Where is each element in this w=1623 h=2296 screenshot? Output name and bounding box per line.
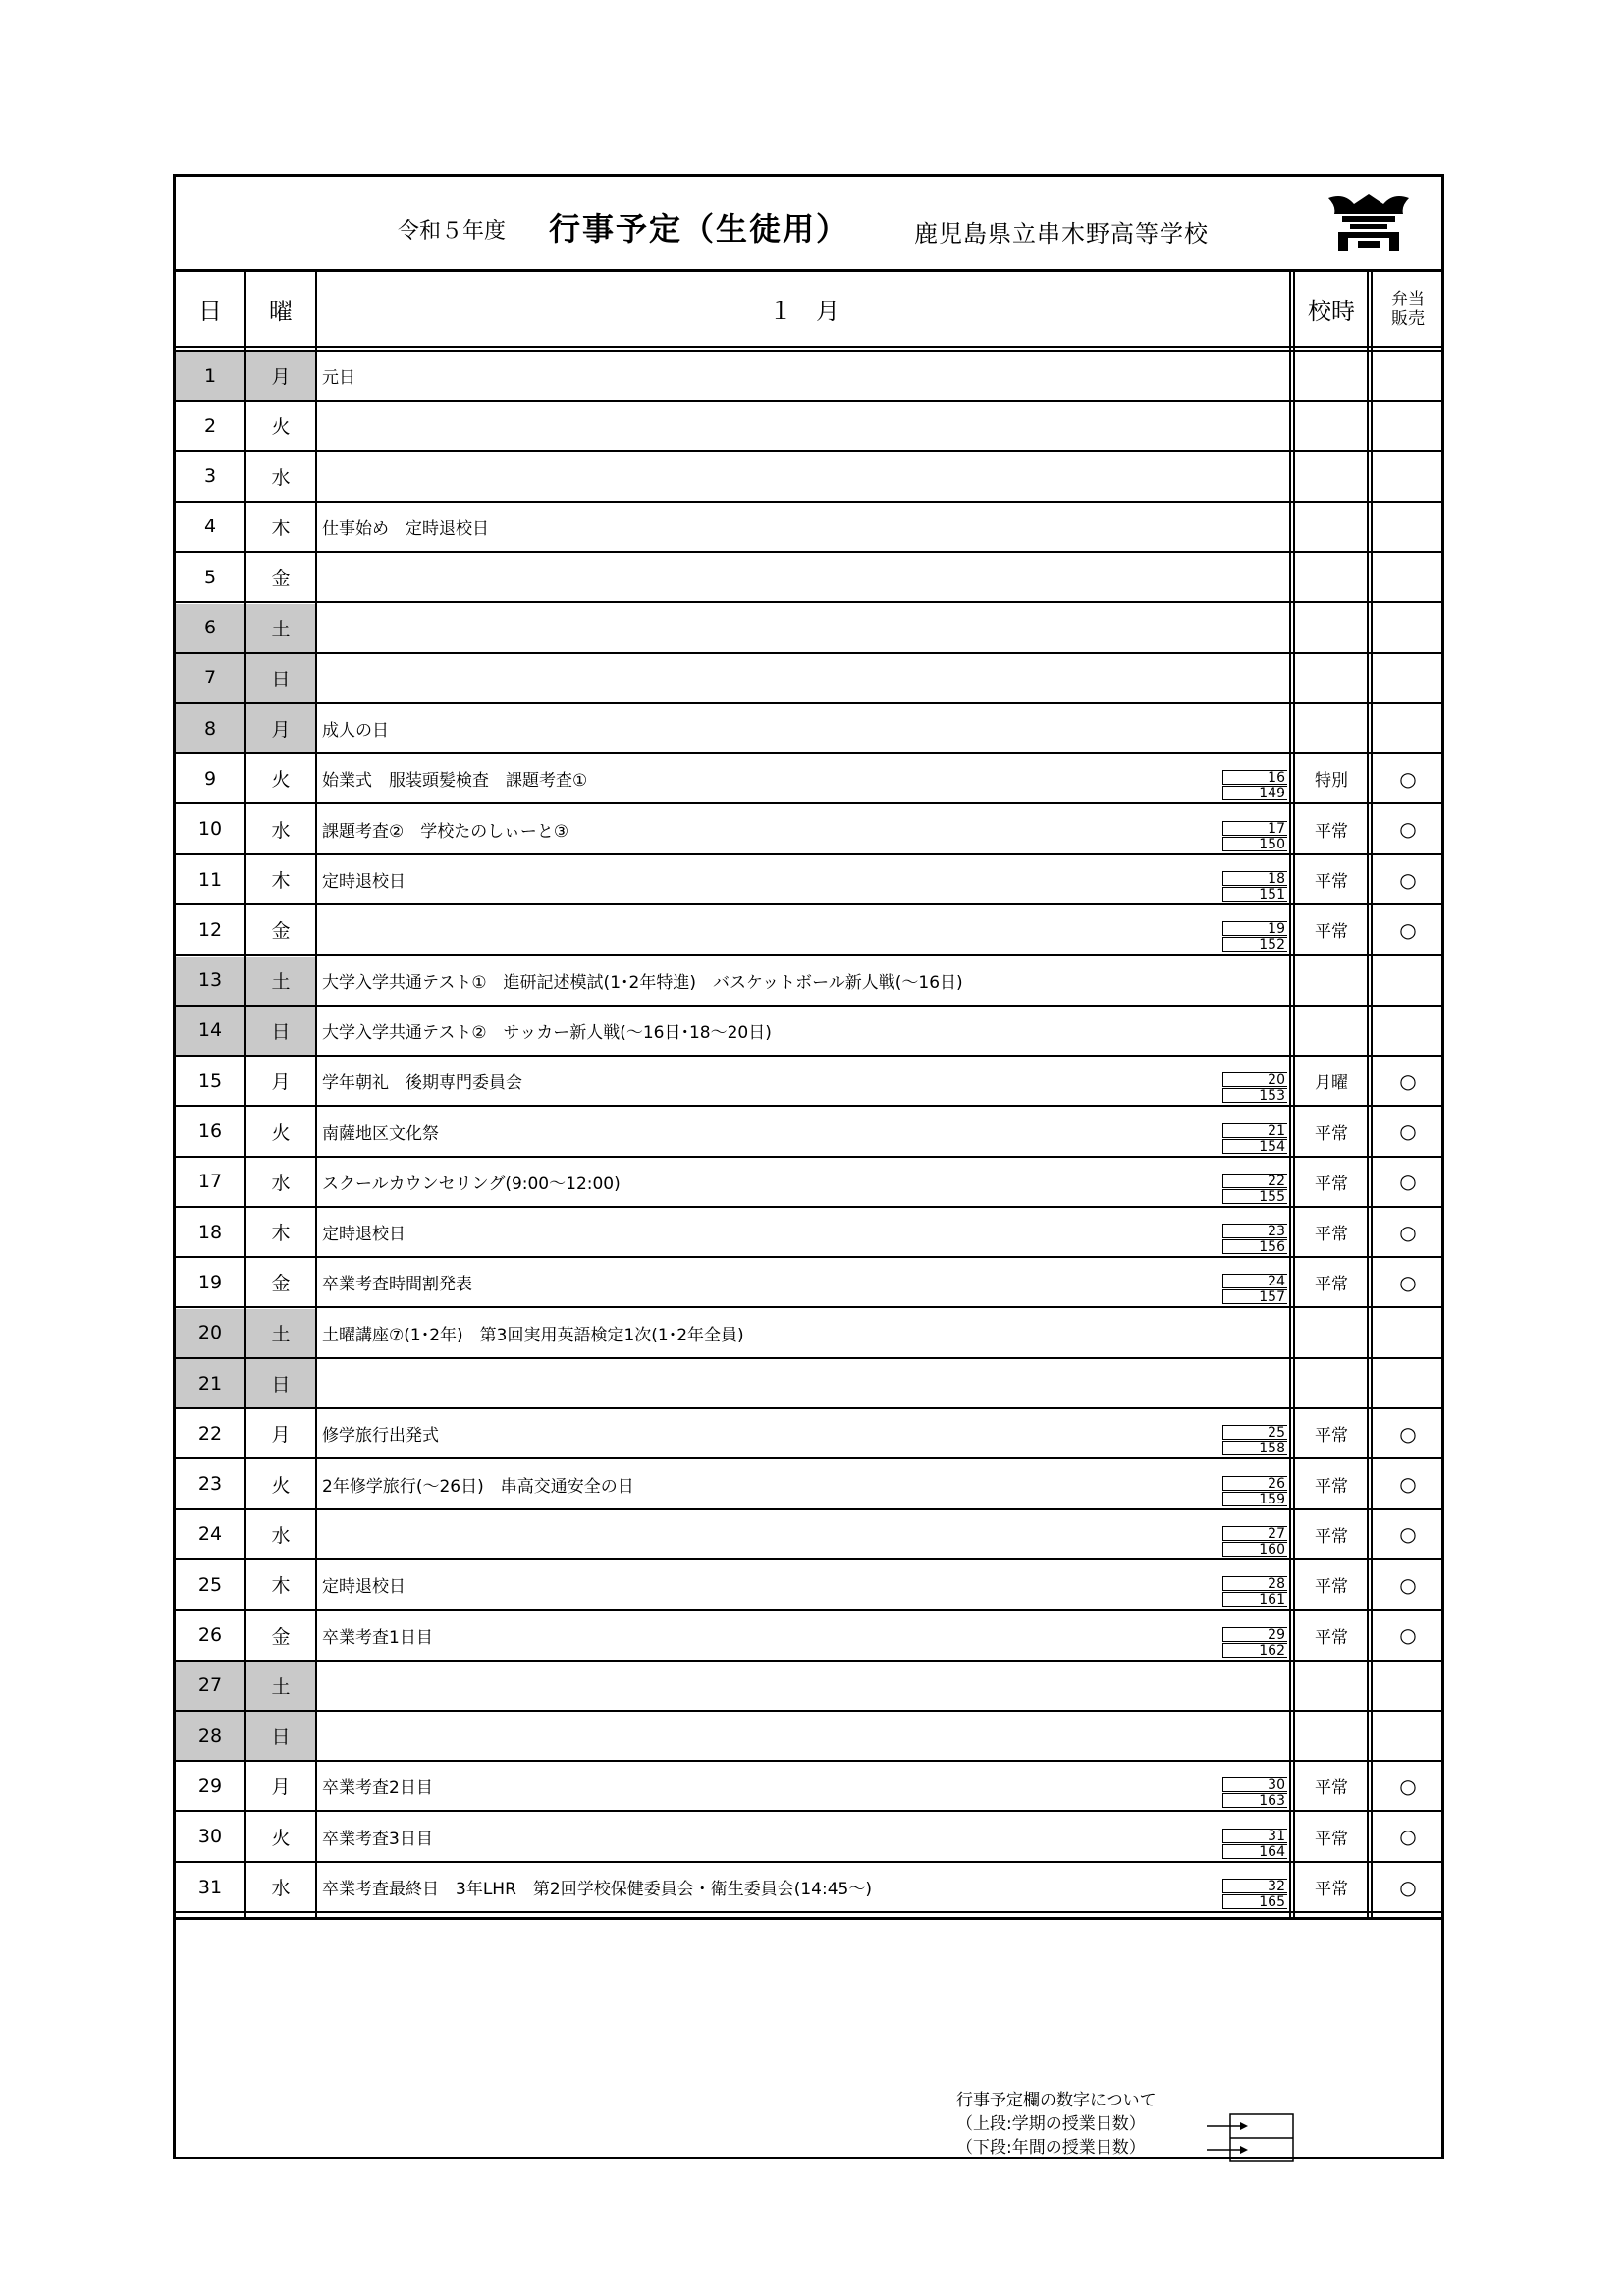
year-day-count: 162 — [1222, 1643, 1287, 1658]
row-dow: 日 — [246, 654, 315, 702]
row-bento — [1372, 1359, 1444, 1407]
row-bento — [1372, 654, 1444, 702]
year-day-count: 163 — [1222, 1793, 1287, 1808]
table-row — [176, 1863, 1441, 1913]
row-event: 卒業考査3日目 — [322, 1829, 433, 1849]
row-kouji: 月曜 — [1315, 1073, 1348, 1094]
class-day-count — [1222, 1224, 1287, 1255]
row-event: 大学入学共通テスト① 進研記述模試(1･2年特進) バスケットボール新人戦(～16日) — [322, 972, 963, 993]
count-legend — [956, 2089, 1157, 2159]
legend-arrow-box-icon — [1207, 2113, 1295, 2162]
legend-title: 行事予定欄の数字について — [956, 2091, 1157, 2110]
table-row — [176, 1309, 1441, 1359]
row-event: 卒業考査時間割発表 — [322, 1275, 472, 1295]
row-bento: ○ — [1399, 766, 1417, 791]
class-day-count — [1222, 1627, 1287, 1659]
row-dow: 水 — [271, 466, 291, 489]
table-row — [176, 1158, 1441, 1208]
col-dow: 曜 — [269, 298, 293, 325]
fiscal-year: 令和５年度 — [398, 219, 507, 244]
table-row — [176, 1108, 1441, 1158]
col-bento-line2: 販売 — [1391, 308, 1425, 329]
row-event — [318, 553, 322, 601]
row-dow: 火 — [271, 769, 291, 792]
row-event: 卒業考査最終日 3年LHR 第2回学校保健委員会・衛生委員会(14:45～) — [322, 1880, 872, 1899]
year-day-count: 159 — [1222, 1492, 1287, 1506]
row-event: 始業式 服装頭髪検査 課題考査① — [322, 771, 588, 792]
row-dow: 水 — [271, 1878, 291, 1899]
row-bento: ○ — [1399, 1522, 1417, 1547]
year-day-count: 157 — [1222, 1289, 1287, 1304]
row-event — [318, 604, 322, 652]
class-day-count — [1222, 921, 1287, 953]
row-kouji — [1296, 352, 1367, 400]
row-bento: ○ — [1399, 1572, 1417, 1597]
row-bento — [1372, 1662, 1444, 1710]
term-day-count: 21 — [1222, 1123, 1287, 1138]
row-kouji — [1296, 553, 1367, 601]
sheet-header — [176, 177, 1441, 272]
row-event: 課題考査② 学校たのしぃーと③ — [322, 821, 569, 842]
row-bento: ○ — [1399, 817, 1417, 842]
row-kouji — [1296, 654, 1367, 702]
year-day-count: 158 — [1222, 1441, 1287, 1455]
schedule-sheet — [173, 174, 1444, 2159]
legend-upper: （上段:学期の授業日数） — [956, 2114, 1146, 2134]
row-kouji — [1296, 957, 1367, 1005]
row-kouji — [1296, 1007, 1367, 1055]
row-day: 17 — [197, 1171, 223, 1193]
year-day-count: 152 — [1222, 937, 1287, 952]
row-bento — [1372, 1309, 1444, 1357]
table-row — [176, 1057, 1441, 1107]
row-dow: 木 — [271, 1575, 291, 1598]
year-day-count: 150 — [1222, 837, 1287, 851]
row-dow: 月 — [271, 1424, 291, 1447]
row-kouji — [1296, 604, 1367, 652]
row-dow: 月 — [246, 704, 315, 752]
col-day: 日 — [198, 298, 222, 325]
row-dow: 水 — [271, 1524, 291, 1547]
term-day-count: 16 — [1222, 770, 1287, 785]
row-dow: 木 — [271, 870, 291, 892]
row-kouji — [1296, 1309, 1367, 1357]
row-bento: ○ — [1399, 867, 1417, 892]
row-event — [318, 402, 322, 450]
row-day: 11 — [197, 868, 223, 891]
row-dow: 土 — [246, 957, 315, 1005]
row-event: 卒業考査1日目 — [322, 1627, 433, 1648]
row-event: 学年朝礼 後期専門委員会 — [322, 1073, 522, 1094]
row-bento — [1372, 1007, 1444, 1055]
row-day: 30 — [197, 1826, 223, 1848]
row-event — [318, 905, 322, 954]
divider — [176, 346, 1441, 348]
row-event: 大学入学共通テスト② サッカー新人戦(～16日･18～20日) — [322, 1022, 772, 1043]
row-kouji — [1296, 453, 1367, 501]
row-event: 元日 — [322, 368, 355, 388]
page-title: 行事予定（生徒用） — [549, 210, 850, 247]
row-event: 南薩地区文化祭 — [322, 1123, 439, 1144]
row-dow: 月 — [271, 1777, 291, 1799]
term-day-count: 28 — [1222, 1576, 1287, 1591]
row-bento: ○ — [1399, 1825, 1417, 1849]
table-row — [176, 1813, 1441, 1863]
row-bento: ○ — [1399, 1170, 1417, 1194]
class-day-count — [1222, 871, 1287, 902]
year-day-count: 151 — [1222, 887, 1287, 902]
class-day-count — [1222, 1123, 1287, 1155]
row-event: 定時退校日 — [322, 1577, 406, 1598]
term-day-count: 23 — [1222, 1224, 1287, 1238]
row-event: 2年修学旅行(～26日) 串高交通安全の日 — [322, 1476, 634, 1497]
table-row — [176, 704, 1441, 754]
row-dow: 木 — [271, 517, 291, 539]
class-day-count — [1222, 770, 1287, 801]
row-event — [318, 654, 322, 702]
term-day-count: 32 — [1222, 1879, 1287, 1893]
year-day-count: 165 — [1222, 1894, 1287, 1909]
row-dow: 月 — [271, 1071, 291, 1094]
row-bento: ○ — [1399, 1270, 1417, 1294]
row-dow: 火 — [271, 1121, 291, 1144]
table-row — [176, 654, 1441, 704]
row-event — [318, 453, 322, 501]
row-day: 16 — [197, 1121, 223, 1142]
row-day: 25 — [197, 1573, 223, 1596]
row-kouji: 平常 — [1315, 1275, 1348, 1295]
year-day-count: 156 — [1222, 1239, 1287, 1254]
row-event: 修学旅行出発式 — [322, 1426, 439, 1447]
row-day: 8 — [176, 704, 244, 752]
row-bento: ○ — [1399, 1421, 1417, 1446]
table-row — [176, 553, 1441, 603]
row-kouji — [1296, 503, 1367, 551]
school-name: 鹿児島県立串木野高等学校 — [914, 220, 1209, 247]
row-day: 19 — [197, 1271, 223, 1293]
row-dow: 土 — [246, 1662, 315, 1710]
table-row — [176, 604, 1441, 654]
row-dow: 金 — [271, 1273, 291, 1295]
row-bento — [1372, 957, 1444, 1005]
year-day-count: 149 — [1222, 786, 1287, 800]
row-day: 15 — [197, 1069, 223, 1092]
row-event: 卒業考査2日目 — [322, 1778, 433, 1799]
table-row — [176, 805, 1441, 855]
row-day: 22 — [197, 1422, 223, 1445]
row-kouji: 平常 — [1315, 1426, 1348, 1447]
row-bento: ○ — [1399, 1220, 1417, 1244]
row-bento: ○ — [1399, 917, 1417, 942]
row-event: 仕事始め 定時退校日 — [322, 519, 489, 539]
class-day-count — [1222, 1476, 1287, 1507]
row-event: 成人の日 — [322, 721, 389, 741]
row-dow: 土 — [246, 604, 315, 652]
table-row — [176, 754, 1441, 804]
row-kouji: 平常 — [1315, 1627, 1348, 1648]
term-day-count: 24 — [1222, 1274, 1287, 1288]
legend-lower: （下段:年間の授業日数） — [956, 2138, 1146, 2158]
term-day-count: 17 — [1222, 821, 1287, 836]
year-day-count: 160 — [1222, 1542, 1287, 1557]
divider — [176, 1917, 1441, 1920]
table-row — [176, 1712, 1441, 1762]
col-month: １ 月 — [769, 298, 839, 325]
row-kouji: 平常 — [1315, 1225, 1348, 1245]
row-dow: 水 — [271, 819, 291, 842]
row-bento: ○ — [1399, 1120, 1417, 1143]
row-day: 29 — [197, 1775, 223, 1797]
class-day-count — [1222, 1526, 1287, 1558]
class-day-count — [1222, 1072, 1287, 1104]
row-day: 3 — [203, 465, 217, 488]
class-day-count — [1222, 1879, 1287, 1910]
table-row — [176, 1762, 1441, 1812]
table-row — [176, 1007, 1441, 1057]
term-day-count: 27 — [1222, 1526, 1287, 1541]
year-day-count: 155 — [1222, 1189, 1287, 1204]
row-dow: 日 — [246, 1359, 315, 1407]
row-kouji: 平常 — [1315, 922, 1348, 943]
row-dow: 火 — [271, 416, 291, 439]
term-day-count: 26 — [1222, 1476, 1287, 1491]
table-row — [176, 1359, 1441, 1409]
row-kouji — [1296, 402, 1367, 450]
row-day: 10 — [197, 818, 223, 841]
row-kouji — [1296, 1359, 1367, 1407]
table-row — [176, 1258, 1441, 1308]
row-day: 26 — [197, 1624, 223, 1646]
row-kouji — [1296, 1662, 1367, 1710]
row-event: スクールカウンセリング(9:00～12:00) — [322, 1174, 621, 1194]
table-row — [176, 1460, 1441, 1510]
row-day: 12 — [197, 918, 223, 941]
row-day: 18 — [197, 1221, 223, 1243]
row-event: 土曜講座⑦(1･2年) 第3回実用英語検定1次(1･2年全員) — [322, 1325, 744, 1345]
table-row — [176, 905, 1441, 956]
row-day: 31 — [197, 1876, 223, 1898]
term-day-count: 30 — [1222, 1777, 1287, 1792]
row-dow: 月 — [246, 352, 315, 400]
row-dow: 日 — [246, 1712, 315, 1760]
row-dow: 日 — [246, 1007, 315, 1055]
row-bento — [1372, 604, 1444, 652]
row-dow: 金 — [271, 1625, 291, 1648]
row-day: 5 — [203, 566, 217, 588]
row-kouji: 平常 — [1315, 1778, 1348, 1799]
row-kouji: 平常 — [1315, 821, 1348, 842]
row-day: 24 — [197, 1523, 223, 1546]
row-day: 2 — [203, 414, 217, 437]
table-row — [176, 855, 1441, 905]
row-day: 14 — [176, 1007, 244, 1055]
table-row — [176, 957, 1441, 1007]
table-row — [176, 453, 1441, 503]
term-day-count: 31 — [1222, 1829, 1287, 1843]
row-day: 23 — [197, 1473, 223, 1496]
row-bento: ○ — [1399, 1774, 1417, 1798]
class-day-count — [1222, 1829, 1287, 1860]
col-bento-line1: 弁当 — [1391, 289, 1425, 309]
row-kouji: 平常 — [1315, 1123, 1348, 1144]
table-row — [176, 1409, 1441, 1459]
row-kouji: 平常 — [1315, 1174, 1348, 1194]
row-event: 定時退校日 — [322, 872, 406, 892]
row-bento — [1372, 503, 1444, 551]
class-day-count — [1222, 1425, 1287, 1456]
table-row — [176, 1662, 1441, 1712]
row-bento: ○ — [1399, 1472, 1417, 1497]
column-header — [176, 272, 1441, 352]
class-day-count — [1222, 821, 1287, 852]
term-day-count: 29 — [1222, 1627, 1287, 1642]
row-event — [318, 1712, 322, 1760]
row-kouji: 平常 — [1315, 1829, 1348, 1849]
table-row — [176, 1510, 1441, 1560]
row-event: 定時退校日 — [322, 1225, 406, 1245]
row-bento — [1372, 1712, 1444, 1760]
class-day-count — [1222, 1777, 1287, 1809]
row-bento: ○ — [1399, 1623, 1417, 1647]
term-day-count: 25 — [1222, 1425, 1287, 1440]
row-day: 7 — [176, 654, 244, 702]
row-day: 20 — [176, 1309, 244, 1357]
row-bento: ○ — [1399, 1068, 1417, 1093]
term-day-count: 18 — [1222, 871, 1287, 886]
row-day: 27 — [176, 1662, 244, 1710]
row-day: 21 — [176, 1359, 244, 1407]
year-day-count: 154 — [1222, 1139, 1287, 1154]
row-kouji: 平常 — [1315, 1526, 1348, 1547]
year-day-count: 164 — [1222, 1844, 1287, 1859]
row-dow: 火 — [271, 1827, 291, 1849]
row-day: 13 — [176, 957, 244, 1005]
row-dow: 土 — [246, 1309, 315, 1357]
row-bento — [1372, 453, 1444, 501]
row-kouji: 平常 — [1315, 1577, 1348, 1598]
school-emblem-icon — [1325, 191, 1413, 255]
row-event — [318, 1510, 322, 1558]
row-kouji — [1296, 1712, 1367, 1760]
row-kouji: 平常 — [1315, 1476, 1348, 1497]
row-bento: ○ — [1399, 1875, 1417, 1899]
row-dow: 火 — [271, 1474, 291, 1497]
row-day: 6 — [176, 604, 244, 652]
class-day-count — [1222, 1174, 1287, 1205]
row-kouji: 平常 — [1315, 872, 1348, 892]
row-bento — [1372, 402, 1444, 450]
row-dow: 木 — [271, 1223, 291, 1245]
table-row — [176, 352, 1441, 402]
year-day-count: 161 — [1222, 1592, 1287, 1607]
table-row — [176, 1208, 1441, 1258]
table-row — [176, 1560, 1441, 1611]
term-day-count: 19 — [1222, 921, 1287, 936]
term-day-count: 20 — [1222, 1072, 1287, 1087]
col-kouji: 校時 — [1308, 298, 1355, 325]
term-day-count: 22 — [1222, 1174, 1287, 1188]
row-day: 9 — [203, 767, 217, 790]
table-row — [176, 1612, 1441, 1662]
table-row — [176, 503, 1441, 553]
class-day-count — [1222, 1274, 1287, 1305]
row-bento — [1372, 553, 1444, 601]
row-day: 1 — [176, 352, 244, 400]
row-dow: 金 — [271, 920, 291, 943]
row-kouji: 平常 — [1315, 1880, 1348, 1899]
row-event — [318, 1359, 322, 1407]
year-day-count: 153 — [1222, 1088, 1287, 1103]
row-day: 28 — [176, 1712, 244, 1760]
row-event — [318, 1662, 322, 1710]
row-day: 4 — [203, 516, 217, 538]
row-kouji — [1296, 704, 1367, 752]
table-row — [176, 402, 1441, 452]
row-dow: 水 — [271, 1172, 291, 1194]
col-bento — [1372, 272, 1444, 346]
class-day-count — [1222, 1576, 1287, 1608]
row-bento — [1372, 352, 1444, 400]
row-kouji: 特別 — [1315, 771, 1348, 792]
row-dow: 金 — [271, 568, 291, 590]
row-bento — [1372, 704, 1444, 752]
